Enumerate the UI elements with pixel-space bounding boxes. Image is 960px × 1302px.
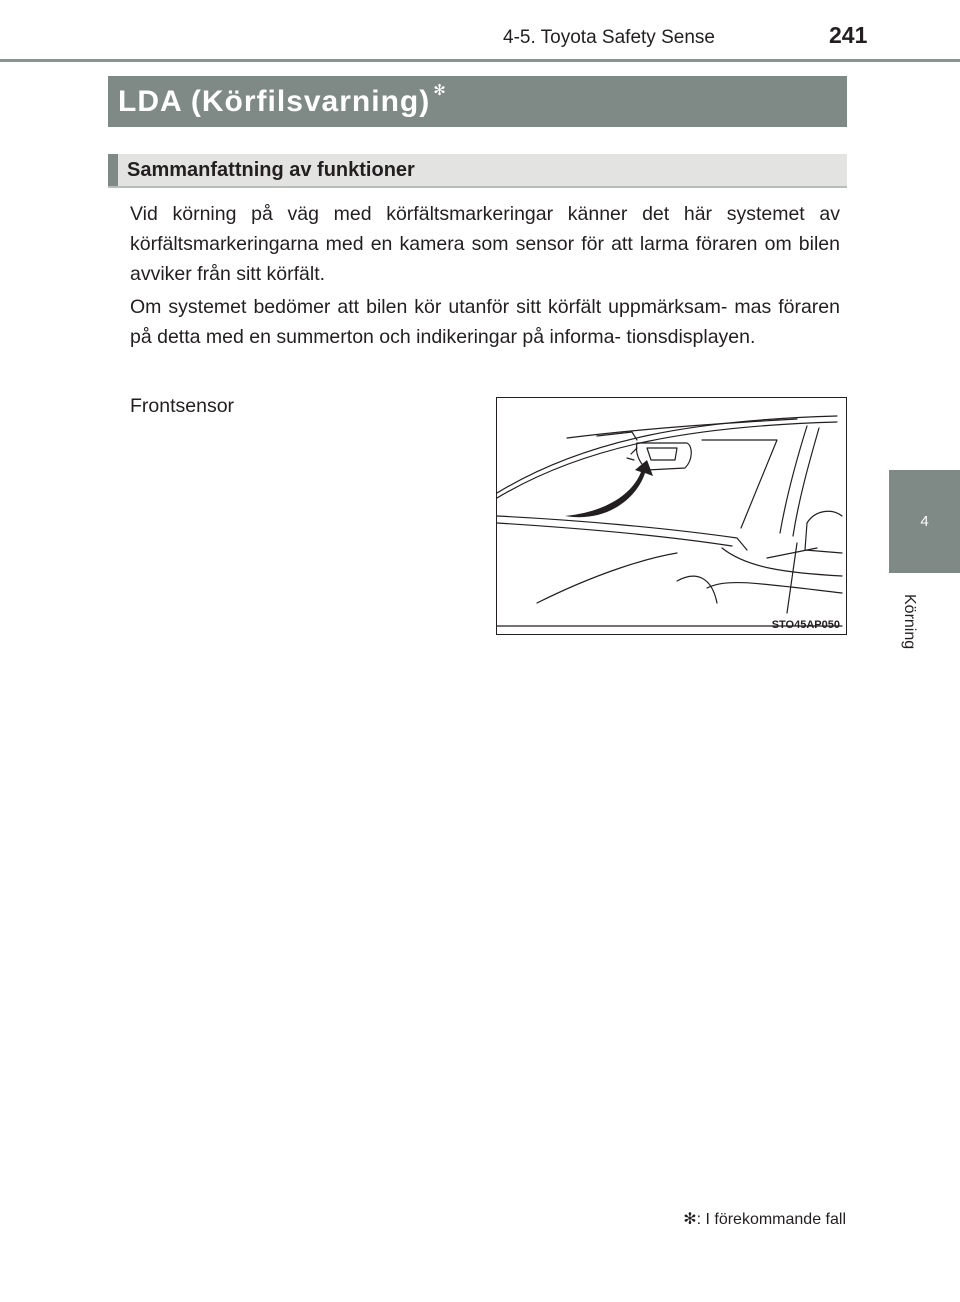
footnote: [683, 1209, 846, 1229]
chapter-label: Körning: [901, 594, 918, 650]
figure-code: STO45AP050: [771, 619, 840, 631]
footnote-text: : I förekommande fall: [696, 1211, 846, 1228]
page-title: LDA (Körfilsvarning): [118, 84, 431, 118]
section-heading: Sammanfattning av funktioner: [127, 158, 415, 181]
windshield-camera-drawing: [497, 398, 845, 633]
page-title-bar: [108, 76, 847, 127]
front-sensor-illustration: [496, 397, 847, 635]
section-heading-marker: [108, 154, 118, 186]
page-number: 241: [829, 22, 868, 48]
chapter-tab: [889, 470, 960, 573]
paragraph-alert: Om systemet bedömer att bilen kör utanför sitt körfält uppmärksam- mas föraren på detta med en summerton och indikeringar på informa- tionsdisplayen.: [130, 296, 840, 348]
section-heading-bar: [108, 154, 847, 188]
paragraph-intro: Vid körning på väg med körfältsmarkeringar känner det här systemet av körfältsmarkeringarna med en kamera som sensor för att larma föraren om bilen avviker från sitt körfält.: [130, 203, 840, 285]
footnote-mark: ✻: [683, 1211, 697, 1228]
chapter-number: 4: [920, 513, 929, 530]
figure-caption: Frontsensor: [130, 395, 235, 417]
header-divider: [0, 59, 960, 62]
title-footnote-mark: ✻: [433, 81, 446, 99]
running-header-section: 4-5. Toyota Safety Sense: [503, 27, 715, 48]
